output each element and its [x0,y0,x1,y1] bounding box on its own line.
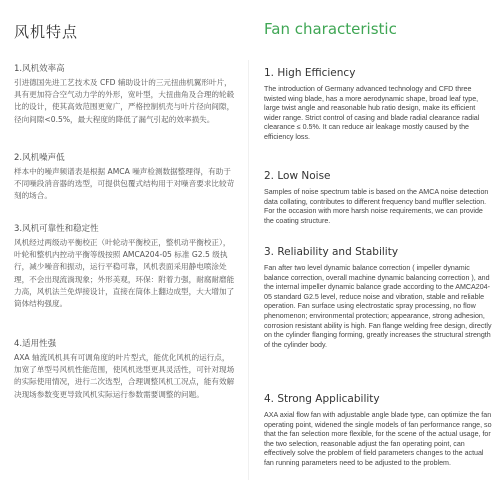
en-section-body: Fan after two level dynamic balance correction ( impeller dynamic balance correction, overall machine dynamic balancing correction ), and the internal impeller dynamic balance grade according to the AMCA204-05 standard G2.5 level, reduce noise and vibration, stable and reliable operation. Fan surface using electrostatic spray processing, no flow phenomenon; environmental protection; appearance, strong adhesion, corrosion resistant ability is high. Fan flange welding free design, directly on the cylinder flanging forming, greatly increases the structural strength of the cylinder body. [264,264,492,349]
en-section-body: The introduction of Germany advanced technology and CFD three twisted wing blade, has a more aerodynamic shape, broad leaf type, large twist angle and reasonable hub ratio design, make its efficient wider range. Strict control of casing and blade radial clearance radial clearance ≤ 0.5%. It can reduce air leakage mostly caused by the efficiency loss. [264,85,480,141]
cn-section-body: AXA 轴流风机具有可调角度的叶片型式，能优化风机的运行点，加宽了单型号风机性能范围，使风机选型更具灵活性，可针对现场的实际使用情况，进行二次选型，合理调整风机工况点，能有效解决现场参数变更导致风机实际运行参数需要调整的问题。 [14,353,235,399]
en-section-heading: 1. High Efficiency [264,67,356,79]
en-section-reliability [264,245,492,350]
en-section-body: AXA axial flow fan with adjustable angle blade type, can optimize the fan operating point, widened the single models of fan performance range, so that the fan selection more flexible, for the scene of the actual usage, for the two selection, reasonable adjust the fan operating point, can effectively solve the problem of field parameters changes to the actual fan running parameters need to be adjusted to the problem. [264,411,492,467]
cn-section-noise [14,152,236,203]
en-section-heading: 3. Reliability and Stability [264,246,399,258]
en-section-efficiency [264,66,492,143]
cn-section-heading: 3.风机可靠性和稳定性 [14,224,99,234]
column-divider [248,60,249,480]
chinese-title: 风机特点 [14,23,79,41]
cn-section-heading: 2.风机噪声低 [14,153,65,163]
cn-section-body: 风机经过两级动平衡校正（叶轮动平衡校正，整机动平衡校正），叶轮和整机内控动平衡等级按照 AMCA204-05 标准 G2.5 级执行，减少噪音和振动，运行平稳可靠，风机表面采用静电喷涂处理，不会出现流淌现象；外形美观，环保：附着力强，耐腐耐磨能力高，风机法兰免焊接设计，直接在筒体上翻边成型，大大增加了筒体结构强度。 [14,238,235,309]
en-section-body: Samples of noise spectrum table is based on the AMCA noise detection data collating, contributes to different frequency band muffler selection. For the occasion with more harsh noise requirements, we can provide the coating structure. [264,188,489,225]
cn-section-heading: 1.风机效率高 [14,64,65,74]
cn-section-body: 样本中的噪声频谱表是根据 AMCA 噪声检测数据整理得，有助于不同噪段消音器的选型，可提供包覆式结构用于对噪音要求比较苛刻的场合。 [14,167,235,201]
en-section-heading: 4. Strong Applicability [264,393,380,405]
cn-section-heading: 4.适用性强 [14,339,57,349]
cn-section-reliability [14,223,236,310]
english-title: Fan characteristic [264,20,397,38]
cn-section-body: 引进德国先进工艺技术及 CFD 辅助设计的三元扭曲机翼形叶片，具有更加符合空气动力学的外形，宽叶型，大扭曲角及合理的轮毂比的设计，使其高效范围更宽广，严格控制机壳与叶片径向间隙，径向间隙<0.5%，最大程度的降低了漏气引起的效率损失。 [14,78,235,124]
en-section-applicability [264,392,492,469]
en-section-noise [264,169,492,226]
en-section-heading: 2. Low Noise [264,170,331,182]
cn-section-efficiency [14,63,236,126]
cn-section-applicability [14,338,236,401]
